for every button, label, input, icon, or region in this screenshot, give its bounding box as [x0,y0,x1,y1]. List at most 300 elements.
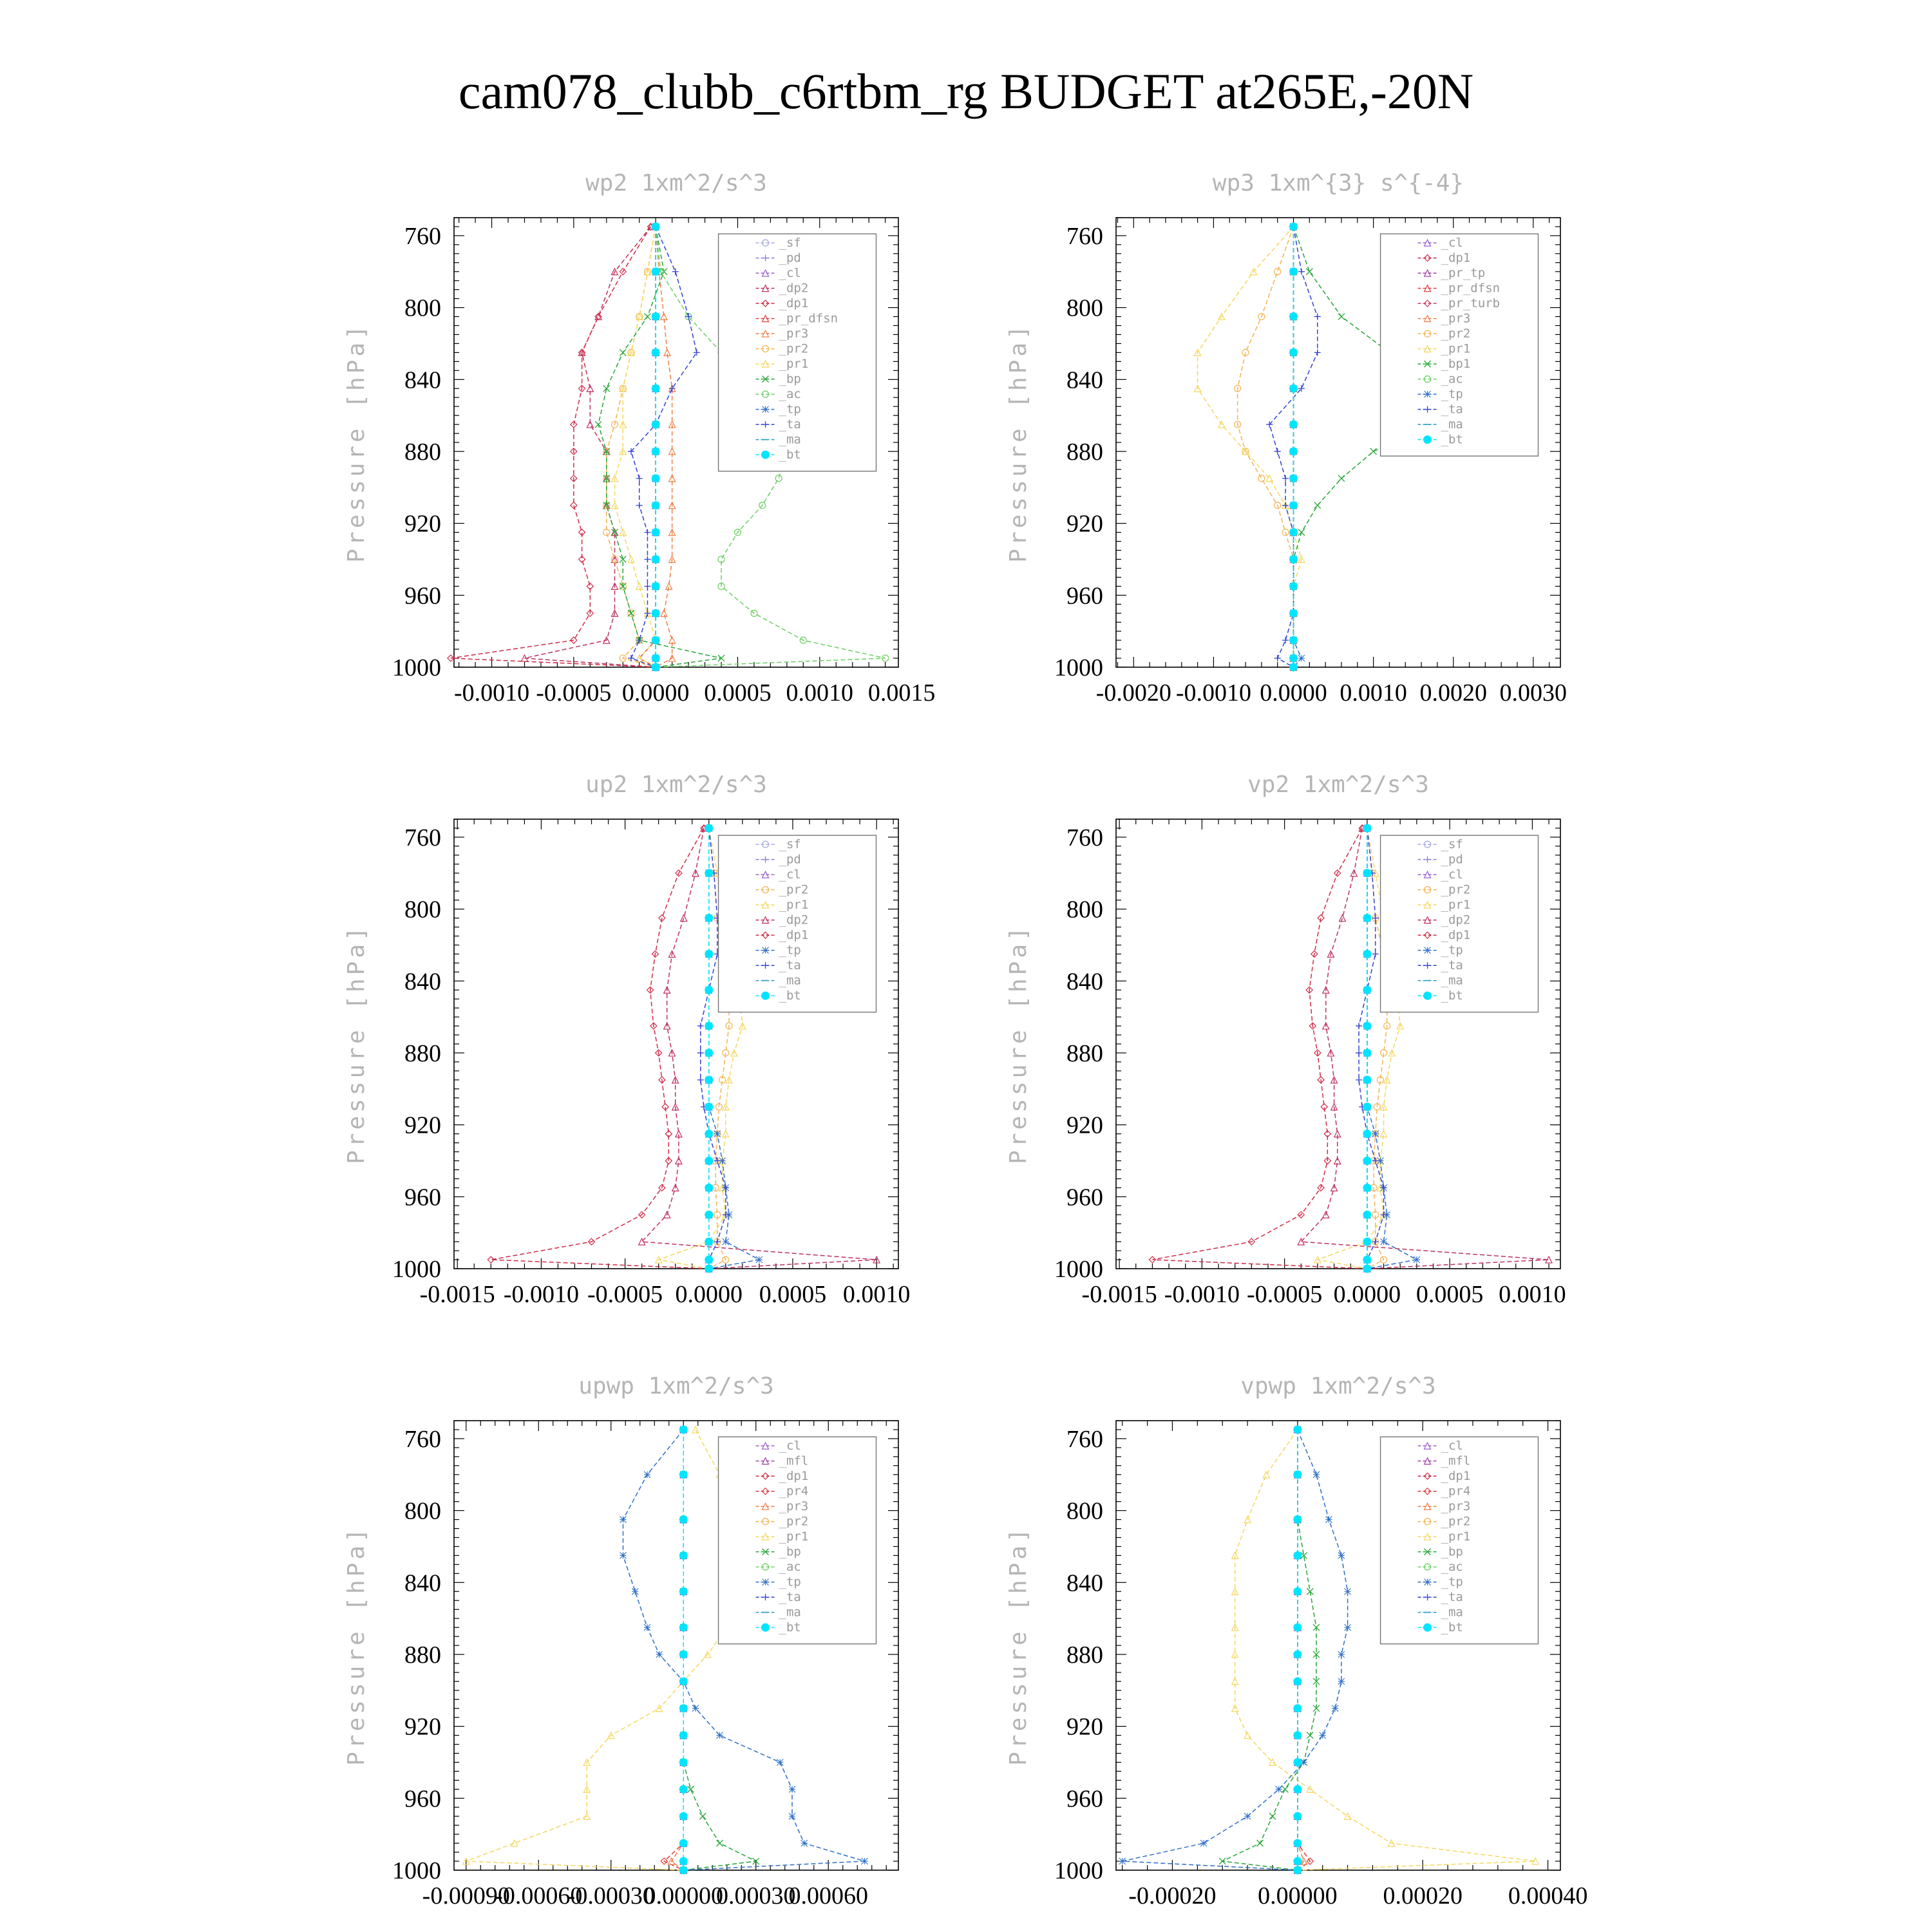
data-point [705,1211,713,1218]
y-tick-label: 960 [404,582,441,610]
data-point [1282,637,1289,643]
legend-label: _tp [779,943,801,958]
legend-label: _pr2 [779,1514,809,1529]
data-point [1363,1211,1371,1218]
data-point [705,1076,713,1084]
data-point [775,475,782,482]
data-point [1370,448,1377,455]
data-point [1290,268,1298,276]
x-tick-label: -0.0015 [1081,1281,1157,1308]
x-tick-label: -0.0020 [1095,679,1171,706]
legend-label: _ac [1441,1560,1463,1575]
data-point [717,1840,723,1846]
panel-title: up2 1xm^2/s^3 [585,772,767,798]
legend-label: _tp [779,402,801,417]
data-point [705,914,713,922]
data-point [1294,1758,1302,1766]
legend-label: _ac [1441,372,1463,386]
legend-label: _bp [779,1544,801,1559]
legend-label: _pr_turb [1441,296,1501,311]
x-tick-label: 0.0020 [1419,679,1487,706]
data-point [1119,1858,1126,1864]
data-point [705,1238,713,1245]
data-point [628,556,634,562]
data-point [1294,1839,1302,1847]
data-point [644,314,650,320]
series-bt [679,1426,687,1874]
series-line [615,227,656,667]
data-point [620,529,626,536]
series-line [1359,828,1383,1269]
data-point [679,1812,687,1820]
data-point [1294,1812,1302,1820]
y-tick-label: 880 [1066,1641,1103,1669]
y-axis-label: Pressure [hPa] [1005,1525,1032,1766]
data-point [1414,1256,1420,1263]
data-point [679,1471,687,1479]
data-point [1269,1813,1276,1819]
data-point [1363,1157,1371,1164]
series-bt [1363,824,1371,1273]
data-point [595,314,601,320]
x-tick-label: -0.0005 [1247,1281,1323,1308]
data-point [644,556,650,562]
data-point [603,385,610,392]
series-line [664,1430,683,1870]
series-ta [628,223,700,670]
data-point [694,349,700,355]
legend-label: _bt [779,448,801,462]
y-axis-label: Pressure [hPa] [343,923,370,1164]
series-line [1198,227,1302,667]
x-tick-label: 0.0005 [1416,1281,1484,1308]
legend-label: _pd [1441,852,1463,867]
data-point [1294,1426,1302,1434]
panel-title: vpwp 1xm^2/s^3 [1240,1373,1436,1399]
series-line [1238,227,1294,667]
data-point [1307,1732,1313,1739]
data-point [652,582,659,590]
legend-label: _pr_tp [1441,266,1486,281]
legend-label: _bt [1441,432,1463,447]
y-tick-label: 920 [1066,1713,1103,1741]
y-tick-label: 960 [404,1184,441,1211]
data-point [705,950,713,958]
series-line [466,1430,744,1870]
legend-label: _pr1 [779,1530,809,1544]
data-point [1314,314,1321,320]
legend-label: _bp [1441,1544,1463,1559]
panel-title: upwp 1xm^2/s^3 [578,1373,774,1399]
legend-label: _bt [1441,1620,1463,1635]
legend-label: _ta [1441,958,1463,973]
data-point [652,529,659,536]
data-point [656,1651,663,1658]
legend-label: _ac [779,1560,801,1575]
data-point [652,475,659,482]
data-point [636,583,643,589]
x-tick-label: 0.00020 [1383,1882,1463,1909]
data-point [1274,269,1281,275]
legend-label: _tp [1441,387,1463,402]
series-line [607,227,656,667]
data-point [628,610,634,616]
legend-label: _ta [1441,402,1463,417]
y-tick-label: 960 [1066,1184,1103,1211]
legend-label: _dp1 [1441,928,1471,943]
x-tick-label: 0.0010 [842,1281,911,1308]
data-point [679,1866,687,1874]
legend-label: _bt [779,989,801,1003]
legend-label: _cl [779,867,801,882]
legend-label: _pr3 [779,327,809,341]
legend-label: _ta [1441,1590,1463,1605]
legend-label: _bt [779,1620,801,1635]
data-point [688,1786,694,1792]
x-tick-label: 0.00040 [1508,1882,1588,1909]
data-point [1306,269,1312,275]
y-tick-label: 920 [1066,1112,1103,1139]
y-tick-label: 840 [1066,1569,1103,1597]
data-point [1274,655,1281,661]
data-point [1290,384,1298,392]
data-point [1294,1516,1302,1524]
y-tick-label: 880 [1066,438,1103,466]
y-tick-label: 800 [1066,294,1103,322]
data-point [679,1426,687,1434]
legend-label: _dp1 [779,928,809,943]
data-point [511,1840,518,1846]
data-point [644,1624,650,1631]
data-point [1290,529,1298,536]
data-point [571,502,577,509]
data-point [1274,448,1281,455]
legend-label: _pr2 [779,882,809,897]
data-point [705,869,713,877]
data-point [1298,655,1305,661]
data-point [705,1022,713,1030]
data-point [705,1256,713,1264]
legend-label: _pr3 [1441,1499,1471,1514]
x-tick-label: -0.0010 [453,679,530,706]
legend-label: _pr1 [1441,1530,1471,1544]
legend-label: _dp1 [1441,251,1471,265]
data-point [1356,1023,1362,1029]
data-point [705,1265,713,1273]
legend-label: _dp2 [1441,913,1471,927]
data-point [1294,1785,1302,1793]
x-tick-label: -0.0010 [1164,1281,1240,1308]
data-point [1290,223,1298,231]
data-point [1363,869,1371,877]
y-tick-label: 760 [1066,1425,1103,1453]
data-point [1325,1517,1332,1523]
data-point [1290,636,1298,644]
legend-label: _cl [1441,1439,1463,1454]
data-point [1363,986,1371,994]
budget-panel [1005,772,1566,1308]
legend-label: _ta [779,958,801,973]
legend-label: _pr1 [779,898,809,913]
series-dp1 [488,825,712,1272]
legend-label: _pr1 [779,357,809,372]
data-point [679,1551,687,1559]
y-tick-label: 840 [404,366,441,394]
legend-label: _cl [1441,867,1463,882]
data-point [679,1758,687,1766]
series-line [491,828,708,1269]
data-point [1363,950,1371,958]
y-tick-label: 760 [404,222,441,250]
legend-marker [1425,391,1431,397]
data-point [705,1130,713,1138]
data-point [1258,475,1265,482]
x-tick-label: 0.00060 [788,1882,868,1909]
data-point [1294,1857,1302,1865]
x-tick-label: 0.0005 [759,1281,827,1308]
series-line [1222,1430,1316,1870]
series-pr1 [1195,223,1305,670]
x-tick-label: 0.0010 [1499,1281,1566,1308]
legend-label: _pr1 [1441,898,1471,913]
legend-label: _tp [1441,1575,1463,1589]
data-point [1276,1786,1282,1792]
legend-marker [762,947,769,954]
data-point [1320,1732,1326,1739]
legend-label: _pd [779,852,801,867]
legend-label: _sf [779,837,801,852]
panel-title: wp2 1xm^2/s^3 [585,170,767,196]
data-point [1290,555,1298,563]
data-point [1298,269,1305,275]
series-tp [1291,223,1305,670]
legend-marker [762,1579,769,1586]
legend-label: _bt [1441,989,1463,1003]
budget-panel [1005,1373,1587,1909]
data-point [697,1023,704,1029]
budget-panel [343,1373,898,1909]
legend-marker [1424,1624,1432,1631]
legend-marker [762,406,769,413]
data-point [644,610,650,616]
y-tick-label: 880 [404,438,441,466]
x-tick-label: 0.0030 [1499,679,1567,706]
legend-marker [1425,1579,1431,1586]
data-point [679,1732,687,1739]
data-point [652,448,659,455]
y-tick-label: 800 [404,294,441,322]
budget-panel [1005,170,1567,706]
x-tick-label: 0.0000 [1333,1281,1401,1308]
data-point [705,1103,713,1111]
data-point [1282,1786,1288,1792]
legend-label: _pr2 [1441,327,1471,341]
y-tick-label: 800 [404,896,441,923]
legend-label: _ma [1441,1605,1463,1620]
y-tick-label: 760 [404,824,441,851]
figure-title: cam078_clubb_c6rtbm_rg BUDGET at265E,-20N [458,63,1474,119]
legend-label: _dp1 [779,296,809,311]
y-tick-label: 840 [404,1569,441,1597]
legend-label: _pr4 [779,1484,809,1499]
data-point [705,1049,713,1057]
data-point [1290,475,1298,482]
x-tick-label: 0.0000 [1260,679,1327,706]
series-bt [705,824,713,1273]
data-point [801,1840,808,1846]
data-point [717,1732,723,1739]
data-point [620,349,626,355]
data-point [1294,1624,1302,1631]
x-tick-label: -0.00060 [495,1882,583,1909]
data-point [1363,1022,1371,1030]
data-point [1314,502,1321,509]
data-point [679,1624,687,1631]
y-axis-label: Pressure [hPa] [343,322,370,563]
y-tick-label: 840 [1066,968,1103,996]
legend-label: _dp1 [779,1469,809,1484]
series-bt [652,223,659,671]
budget-panel [343,772,910,1308]
data-point [705,1184,713,1191]
data-point [1244,1813,1251,1819]
data-point [1298,529,1305,536]
data-point [628,655,634,661]
x-tick-label: 0.0015 [867,679,936,706]
x-tick-label: -0.00090 [422,1882,510,1909]
legend-marker [762,992,770,999]
data-point [1363,914,1371,922]
x-tick-label: 0.00000 [1258,1882,1338,1909]
legend-label: _ta [779,417,801,432]
legend-label: _dp2 [779,913,809,927]
legend-label: _ta [779,1590,801,1605]
data-point [1313,1472,1320,1478]
legend-label: _ma [1441,417,1463,432]
data-point [1338,1552,1345,1558]
legend-label: _cl [779,266,801,281]
data-point [777,1759,783,1765]
data-point [862,1858,868,1864]
y-tick-label: 1000 [1054,1256,1103,1283]
series-dp1 [1149,825,1370,1272]
data-point [1363,1265,1371,1273]
legend-label: _sf [1441,837,1463,852]
data-point [1294,1705,1302,1712]
series-pr2 [1235,223,1297,670]
y-tick-label: 960 [404,1785,441,1813]
data-point [620,1517,627,1523]
legend-label: _pr2 [1441,882,1471,897]
x-tick-label: -0.0010 [503,1281,579,1308]
data-point [1356,1077,1362,1083]
data-point [692,1705,699,1712]
series-pr1 [612,223,659,670]
y-tick-label: 800 [1066,1497,1103,1525]
y-tick-label: 880 [404,1039,441,1067]
data-point [652,654,659,662]
data-point [620,1552,627,1558]
data-point [705,1157,713,1164]
y-tick-label: 1000 [1054,654,1103,681]
data-point [1290,663,1298,671]
data-point [652,384,659,392]
y-tick-label: 960 [1066,1785,1103,1813]
data-point [652,421,659,428]
legend-label: _pr1 [1441,341,1471,356]
y-axis-label: Pressure [hPa] [1005,322,1032,563]
data-point [1294,1551,1302,1559]
legend-label: _ma [779,1605,801,1620]
x-tick-label: -0.00030 [567,1882,655,1909]
series-line [631,227,697,667]
legend-label: _mfl [1441,1454,1471,1468]
data-point [679,1587,687,1595]
data-point [1363,1130,1371,1138]
y-tick-label: 960 [1066,582,1103,610]
data-point [723,1211,729,1218]
data-point [1294,1651,1302,1658]
data-point [587,385,593,392]
data-point [652,636,659,644]
data-point [1294,1471,1302,1479]
data-point [1363,1049,1371,1057]
legend-label: _tp [779,1575,801,1589]
y-axis-label: Pressure [hPa] [1005,923,1032,1164]
data-point [1345,1624,1351,1631]
series-pr1 [463,1426,747,1873]
y-tick-label: 880 [1066,1039,1103,1067]
legend-label: _pr_dfsn [1441,281,1501,296]
series-line [1294,227,1302,667]
legend-marker [762,1624,770,1631]
legend-marker [1424,992,1432,999]
series-line [524,227,656,667]
y-tick-label: 800 [1066,896,1103,923]
x-tick-label: 0.00030 [716,1882,796,1909]
series-line [1298,1430,1310,1870]
legend-marker [1424,436,1432,444]
x-tick-label: -0.0015 [419,1281,495,1308]
legend-label: _ac [779,387,801,402]
panel-title: vp2 1xm^2/s^3 [1247,772,1429,798]
data-point [669,385,676,392]
data-point [1363,1184,1371,1191]
data-point [1294,1732,1302,1739]
legend-label: _dp1 [1441,1469,1471,1484]
data-point [1290,348,1298,356]
data-point [1290,609,1298,617]
data-point [679,1678,687,1685]
data-point [1372,1131,1379,1137]
data-point [679,1839,687,1847]
series-bt [1290,223,1298,671]
data-point [679,1705,687,1712]
data-point [1363,1238,1371,1245]
data-point [1290,582,1298,590]
panel-grid [343,170,1587,1909]
data-point [1338,1651,1345,1658]
series-bp [1219,1426,1320,1873]
data-point [1257,1840,1264,1846]
data-point [1282,502,1289,509]
legend-label: _pr2 [1441,1514,1471,1529]
series-pr4 [661,1426,687,1873]
x-tick-label: 0.0000 [675,1281,743,1308]
data-point [612,502,618,509]
data-point [714,1131,721,1137]
series-line [451,227,656,667]
